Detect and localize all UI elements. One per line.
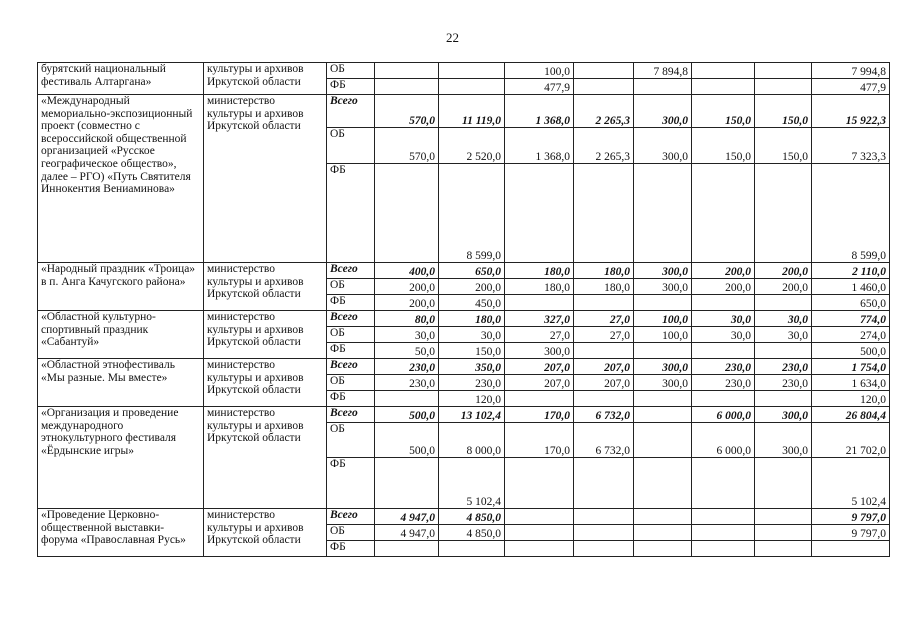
table-row xyxy=(38,63,890,79)
value-cell: 30,0 xyxy=(755,327,812,343)
value-cell xyxy=(439,541,505,557)
value-cell: 2 265,3 xyxy=(574,128,634,164)
total-value-cell: 9 797,0 xyxy=(812,525,890,541)
value-cell: 8 599,0 xyxy=(439,164,505,263)
value-cell: 230,0 xyxy=(755,359,812,375)
event-name-cell: «Народный праздник «Троица» в п. Анга Качугского района» xyxy=(38,263,204,311)
value-cell: 180,0 xyxy=(505,263,574,279)
value-cell xyxy=(375,541,439,557)
responsible-cell: министерство культуры и архивов Иркутской области xyxy=(204,359,327,407)
value-cell xyxy=(375,164,439,263)
total-value-cell: 1 754,0 xyxy=(812,359,890,375)
value-cell xyxy=(634,343,692,359)
value-cell xyxy=(634,79,692,95)
value-cell xyxy=(692,458,755,509)
value-cell: 230,0 xyxy=(375,359,439,375)
value-cell xyxy=(692,525,755,541)
funding-source-cell: Всего xyxy=(327,407,375,423)
total-value-cell: 26 804,4 xyxy=(812,407,890,423)
value-cell xyxy=(505,295,574,311)
funding-source-cell: ФБ xyxy=(327,391,375,407)
responsible-cell: министерство культуры и архивов Иркутской области xyxy=(204,407,327,509)
value-cell xyxy=(574,525,634,541)
value-cell xyxy=(634,407,692,423)
total-value-cell: 500,0 xyxy=(812,343,890,359)
event-name-cell: «Областной культурно-спортивный праздник «Сабантуй» xyxy=(38,311,204,359)
value-cell: 350,0 xyxy=(439,359,505,375)
value-cell: 300,0 xyxy=(634,263,692,279)
value-cell: 400,0 xyxy=(375,263,439,279)
value-cell xyxy=(505,525,574,541)
value-cell xyxy=(692,79,755,95)
table-row xyxy=(38,359,890,375)
value-cell xyxy=(574,509,634,525)
event-name-cell: «Организация и проведение международного этнокультурного фестиваля «Ёрдынские игры» xyxy=(38,407,204,509)
value-cell: 4 947,0 xyxy=(375,509,439,525)
value-cell: 150,0 xyxy=(439,343,505,359)
value-cell: 200,0 xyxy=(692,263,755,279)
value-cell: 170,0 xyxy=(505,423,574,458)
value-cell xyxy=(634,509,692,525)
value-cell: 120,0 xyxy=(439,391,505,407)
value-cell xyxy=(634,295,692,311)
event-name-cell: «Международный мемориально-экспозиционный проект (совместно с всероссийской общественной организацией «Русское географическое общество», далее – РГО) «Путь Святителя Иннокентия Вениаминова» xyxy=(38,95,204,263)
value-cell xyxy=(755,63,812,79)
value-cell xyxy=(692,164,755,263)
value-cell xyxy=(375,458,439,509)
value-cell: 4 850,0 xyxy=(439,525,505,541)
value-cell: 500,0 xyxy=(375,423,439,458)
value-cell: 300,0 xyxy=(634,279,692,295)
funding-source-cell: Всего xyxy=(327,263,375,279)
event-name-cell: «Областной этнофестиваль «Мы разные. Мы вместе» xyxy=(38,359,204,407)
total-value-cell: 7 994,8 xyxy=(812,63,890,79)
value-cell: 300,0 xyxy=(634,128,692,164)
value-cell xyxy=(375,63,439,79)
value-cell: 170,0 xyxy=(505,407,574,423)
value-cell xyxy=(634,391,692,407)
value-cell xyxy=(755,343,812,359)
table-row xyxy=(38,509,890,525)
value-cell xyxy=(574,343,634,359)
value-cell xyxy=(439,79,505,95)
value-cell: 5 102,4 xyxy=(439,458,505,509)
table-row xyxy=(38,311,890,327)
value-cell: 50,0 xyxy=(375,343,439,359)
total-value-cell: 1 634,0 xyxy=(812,375,890,391)
value-cell: 180,0 xyxy=(574,279,634,295)
value-cell xyxy=(755,509,812,525)
value-cell xyxy=(692,509,755,525)
value-cell xyxy=(574,295,634,311)
funding-source-cell: Всего xyxy=(327,311,375,327)
value-cell xyxy=(505,541,574,557)
value-cell xyxy=(505,509,574,525)
value-cell: 450,0 xyxy=(439,295,505,311)
value-cell: 200,0 xyxy=(755,279,812,295)
funding-source-cell: Всего xyxy=(327,95,375,128)
page-number: 22 xyxy=(446,30,459,45)
value-cell xyxy=(634,164,692,263)
value-cell xyxy=(692,63,755,79)
funding-source-cell: ФБ xyxy=(327,295,375,311)
value-cell: 300,0 xyxy=(755,423,812,458)
funding-source-cell: ОБ xyxy=(327,375,375,391)
total-value-cell: 120,0 xyxy=(812,391,890,407)
value-cell: 230,0 xyxy=(692,375,755,391)
responsible-cell: культуры и архивов Иркутской области xyxy=(204,63,327,95)
table-row xyxy=(38,263,890,279)
responsible-cell: министерство культуры и архивов Иркутской области xyxy=(204,509,327,557)
table-row xyxy=(38,95,890,128)
value-cell: 300,0 xyxy=(634,95,692,128)
value-cell: 180,0 xyxy=(505,279,574,295)
value-cell xyxy=(755,295,812,311)
value-cell: 207,0 xyxy=(574,375,634,391)
table-body xyxy=(38,63,890,557)
value-cell: 200,0 xyxy=(755,263,812,279)
value-cell: 27,0 xyxy=(574,311,634,327)
value-cell xyxy=(755,164,812,263)
value-cell: 150,0 xyxy=(692,128,755,164)
funding-source-cell: ОБ xyxy=(327,327,375,343)
event-name-cell: бурятский национальный фестиваль Алтаргана» xyxy=(38,63,204,95)
value-cell: 200,0 xyxy=(375,279,439,295)
total-value-cell xyxy=(812,541,890,557)
funding-source-cell: ОБ xyxy=(327,423,375,458)
funding-source-cell: ФБ xyxy=(327,541,375,557)
value-cell xyxy=(574,541,634,557)
value-cell xyxy=(505,391,574,407)
value-cell: 4 947,0 xyxy=(375,525,439,541)
total-value-cell: 9 797,0 xyxy=(812,509,890,525)
value-cell: 80,0 xyxy=(375,311,439,327)
total-value-cell: 15 922,3 xyxy=(812,95,890,128)
value-cell: 6 732,0 xyxy=(574,407,634,423)
value-cell: 6 000,0 xyxy=(692,423,755,458)
value-cell: 27,0 xyxy=(505,327,574,343)
value-cell xyxy=(375,79,439,95)
value-cell xyxy=(755,458,812,509)
funding-source-cell: ФБ xyxy=(327,79,375,95)
responsible-cell: министерство культуры и архивов Иркутской области xyxy=(204,95,327,263)
funding-source-cell: ФБ xyxy=(327,164,375,263)
value-cell: 11 119,0 xyxy=(439,95,505,128)
value-cell: 6 000,0 xyxy=(692,407,755,423)
value-cell: 8 000,0 xyxy=(439,423,505,458)
value-cell: 500,0 xyxy=(375,407,439,423)
value-cell: 6 732,0 xyxy=(574,423,634,458)
total-value-cell: 650,0 xyxy=(812,295,890,311)
value-cell: 100,0 xyxy=(634,311,692,327)
value-cell: 300,0 xyxy=(505,343,574,359)
value-cell: 230,0 xyxy=(692,359,755,375)
funding-source-cell: Всего xyxy=(327,509,375,525)
value-cell: 230,0 xyxy=(439,375,505,391)
value-cell: 2 265,3 xyxy=(574,95,634,128)
value-cell xyxy=(755,525,812,541)
value-cell: 180,0 xyxy=(439,311,505,327)
funding-source-cell: Всего xyxy=(327,359,375,375)
value-cell: 1 368,0 xyxy=(505,95,574,128)
value-cell: 30,0 xyxy=(692,327,755,343)
value-cell: 180,0 xyxy=(574,263,634,279)
value-cell: 13 102,4 xyxy=(439,407,505,423)
value-cell: 2 520,0 xyxy=(439,128,505,164)
value-cell: 230,0 xyxy=(375,375,439,391)
value-cell xyxy=(439,63,505,79)
value-cell: 150,0 xyxy=(692,95,755,128)
value-cell xyxy=(692,541,755,557)
funding-source-cell: ОБ xyxy=(327,525,375,541)
value-cell xyxy=(574,164,634,263)
value-cell: 207,0 xyxy=(574,359,634,375)
value-cell: 200,0 xyxy=(439,279,505,295)
value-cell xyxy=(574,63,634,79)
event-name-cell: «Проведение Церковно-общественной выставки-форума «Православная Русь» xyxy=(38,509,204,557)
table-row xyxy=(38,407,890,423)
value-cell: 300,0 xyxy=(634,375,692,391)
funding-source-cell: ОБ xyxy=(327,128,375,164)
value-cell: 30,0 xyxy=(375,327,439,343)
value-cell: 150,0 xyxy=(755,128,812,164)
value-cell xyxy=(634,423,692,458)
budget-table xyxy=(37,62,890,557)
value-cell xyxy=(634,458,692,509)
value-cell: 200,0 xyxy=(375,295,439,311)
value-cell xyxy=(505,164,574,263)
value-cell xyxy=(574,391,634,407)
total-value-cell: 1 460,0 xyxy=(812,279,890,295)
value-cell xyxy=(574,79,634,95)
value-cell: 300,0 xyxy=(634,359,692,375)
value-cell xyxy=(755,79,812,95)
total-value-cell: 774,0 xyxy=(812,311,890,327)
total-value-cell: 21 702,0 xyxy=(812,423,890,458)
total-value-cell: 7 323,3 xyxy=(812,128,890,164)
value-cell: 100,0 xyxy=(505,63,574,79)
funding-source-cell: ФБ xyxy=(327,458,375,509)
value-cell: 230,0 xyxy=(755,375,812,391)
value-cell: 300,0 xyxy=(755,407,812,423)
value-cell: 477,9 xyxy=(505,79,574,95)
value-cell xyxy=(505,458,574,509)
value-cell: 4 850,0 xyxy=(439,509,505,525)
funding-source-cell: ФБ xyxy=(327,343,375,359)
value-cell xyxy=(634,525,692,541)
value-cell xyxy=(634,541,692,557)
value-cell: 207,0 xyxy=(505,359,574,375)
value-cell: 650,0 xyxy=(439,263,505,279)
responsible-cell: министерство культуры и архивов Иркутской области xyxy=(204,263,327,311)
value-cell: 30,0 xyxy=(439,327,505,343)
value-cell: 207,0 xyxy=(505,375,574,391)
value-cell xyxy=(755,391,812,407)
value-cell xyxy=(574,458,634,509)
value-cell xyxy=(692,343,755,359)
funding-source-cell: ОБ xyxy=(327,63,375,79)
value-cell: 200,0 xyxy=(692,279,755,295)
value-cell: 327,0 xyxy=(505,311,574,327)
value-cell: 30,0 xyxy=(692,311,755,327)
value-cell xyxy=(755,541,812,557)
value-cell: 570,0 xyxy=(375,128,439,164)
value-cell xyxy=(692,295,755,311)
funding-source-cell: ОБ xyxy=(327,279,375,295)
value-cell: 27,0 xyxy=(574,327,634,343)
value-cell: 570,0 xyxy=(375,95,439,128)
responsible-cell: министерство культуры и архивов Иркутской области xyxy=(204,311,327,359)
value-cell xyxy=(375,391,439,407)
value-cell xyxy=(692,391,755,407)
value-cell: 150,0 xyxy=(755,95,812,128)
total-value-cell: 2 110,0 xyxy=(812,263,890,279)
total-value-cell: 8 599,0 xyxy=(812,164,890,263)
total-value-cell: 274,0 xyxy=(812,327,890,343)
value-cell: 30,0 xyxy=(755,311,812,327)
value-cell: 100,0 xyxy=(634,327,692,343)
value-cell: 7 894,8 xyxy=(634,63,692,79)
total-value-cell: 5 102,4 xyxy=(812,458,890,509)
total-value-cell: 477,9 xyxy=(812,79,890,95)
value-cell: 1 368,0 xyxy=(505,128,574,164)
